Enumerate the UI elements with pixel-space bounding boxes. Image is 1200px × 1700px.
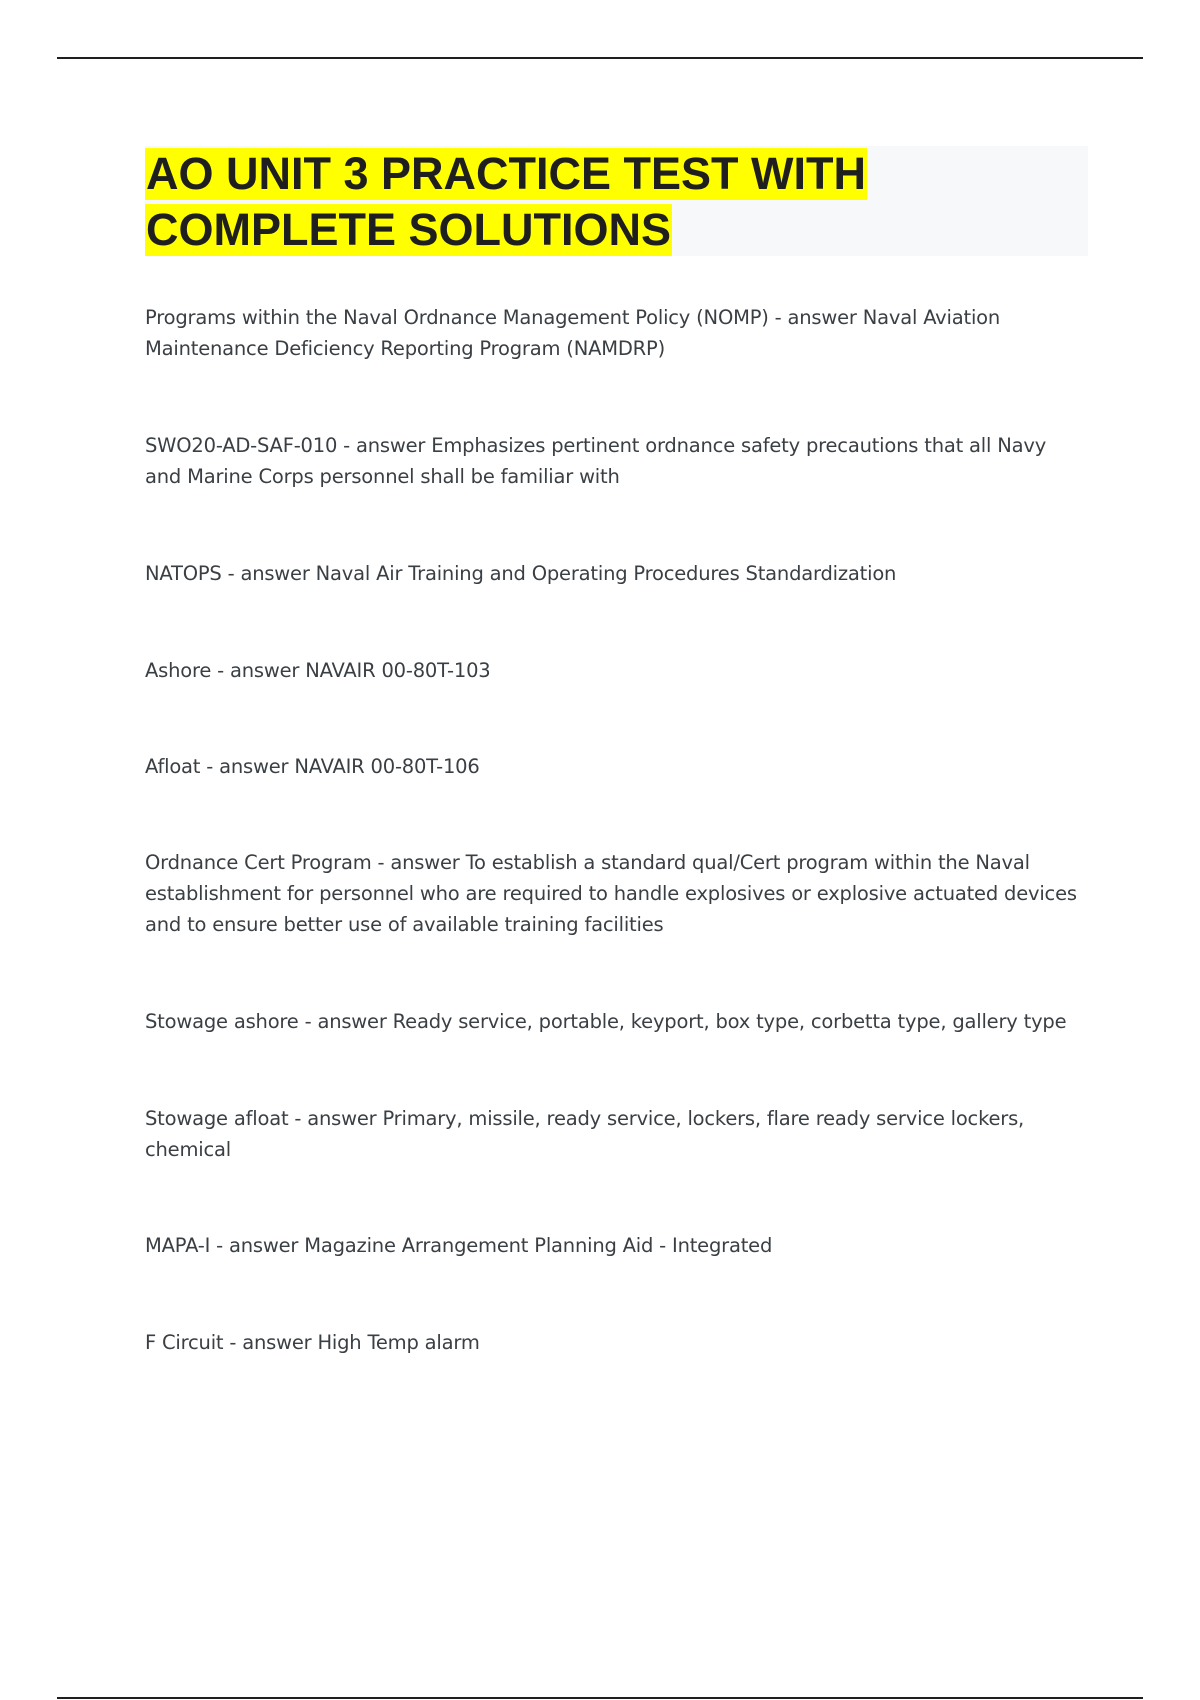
qa-entry: F Circuit - answer High Temp alarm — [145, 1331, 480, 1354]
qa-entry: NATOPS - answer Naval Air Training and Operating Procedures Standardization — [145, 562, 897, 585]
qa-entry: Ordnance Cert Program - answer To establish a standard qual/Cert program within the Naval establishment for personnel who are required to handle explosives or explosive actuated devices and to ensure better use of available training facilities — [145, 851, 1077, 936]
footer-rule — [57, 1697, 1143, 1699]
title-line-2: COMPLETE SOLUTIONS — [146, 204, 672, 255]
title-block — [145, 146, 1088, 256]
document-title — [145, 146, 1088, 258]
header-rule — [57, 57, 1143, 59]
qa-entry: Ashore - answer NAVAIR 00-80T-103 — [145, 659, 491, 682]
qa-entry: Stowage ashore - answer Ready service, portable, keyport, box type, corbetta type, gallery type — [145, 1010, 1067, 1033]
qa-entry: Programs within the Naval Ordnance Management Policy (NOMP) - answer Naval Aviation Maintenance Deficiency Reporting Program (NAMDRP) — [145, 306, 1001, 360]
title-line-1: AO UNIT 3 PRACTICE TEST WITH — [146, 148, 866, 199]
qa-entry: MAPA-I - answer Magazine Arrangement Planning Aid - Integrated — [145, 1234, 773, 1257]
qa-entry: SWO20-AD-SAF-010 - answer Emphasizes pertinent ordnance safety precautions that all Navy and Marine Corps personnel shall be familiar with — [145, 434, 1047, 488]
qa-entry: Afloat - answer NAVAIR 00-80T-106 — [145, 755, 480, 778]
qa-entry: Stowage afloat - answer Primary, missile, ready service, lockers, flare ready service lockers, chemical — [145, 1107, 1025, 1161]
